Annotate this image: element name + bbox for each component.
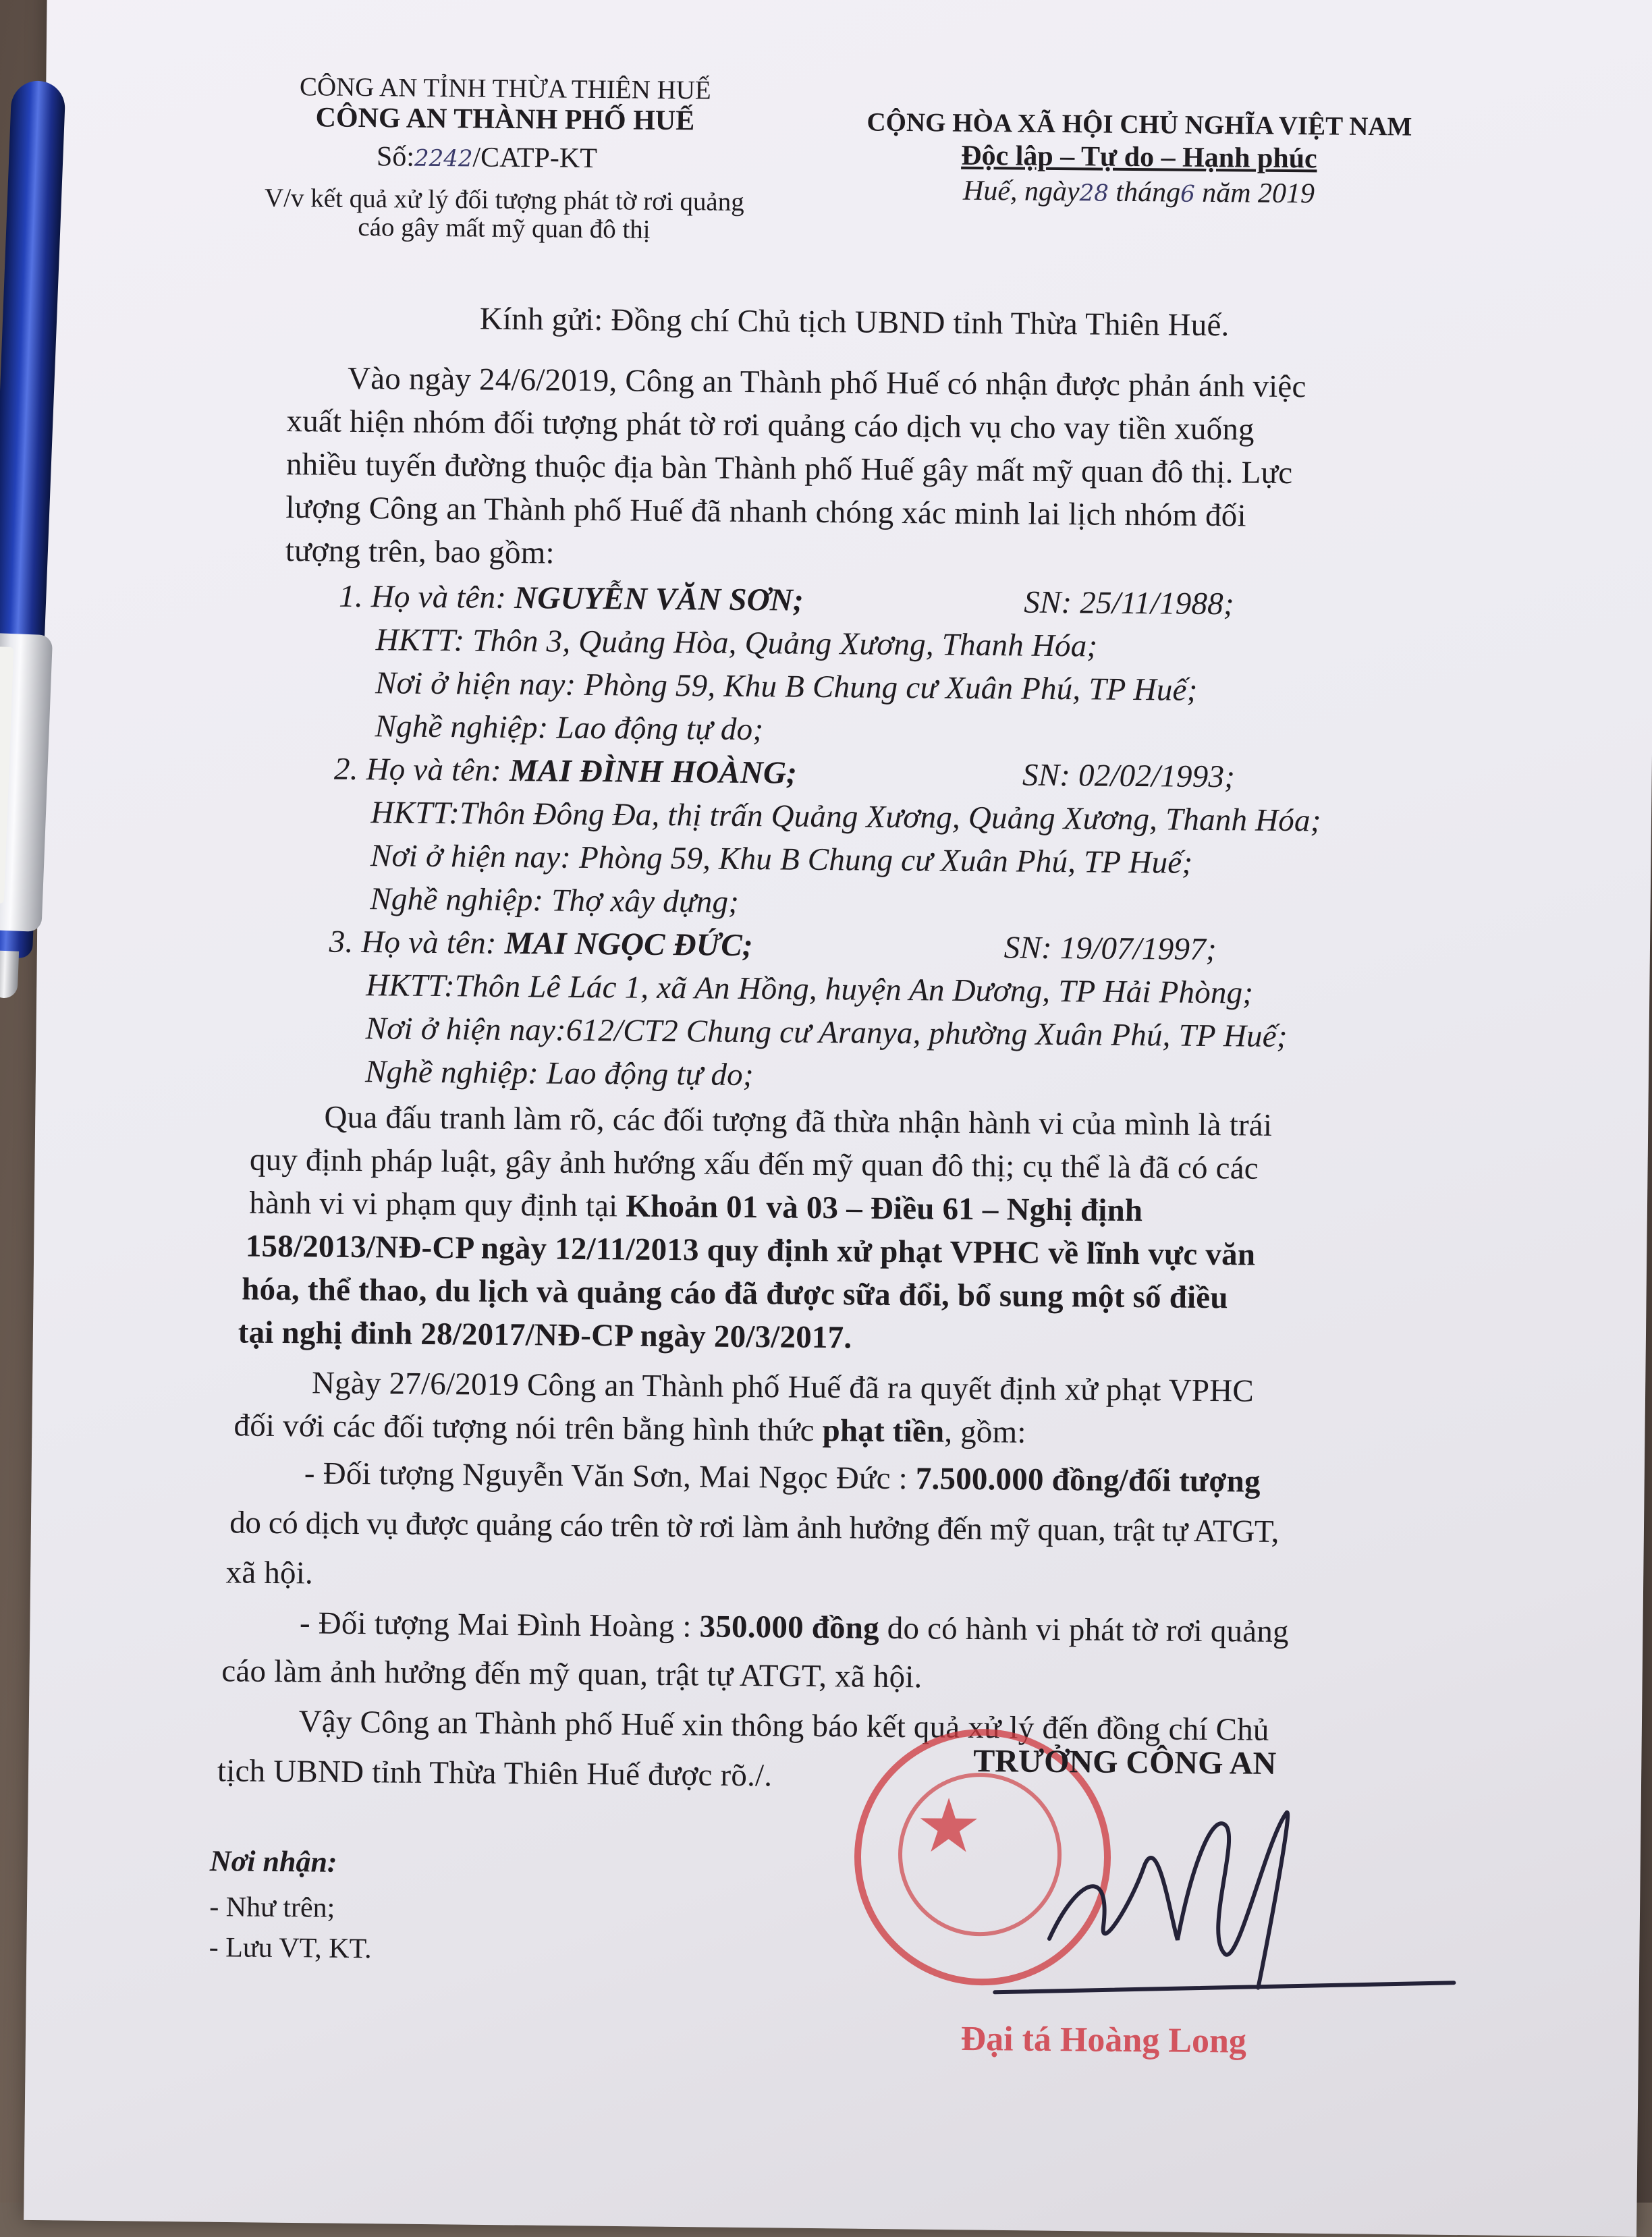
pen-tip <box>0 950 19 998</box>
fine-1-subjects: - Đối tượng Nguyễn Văn Sơn, Mai Ngọc Đức : <box>304 1456 916 1497</box>
person-3-hktt: HKTT:Thôn Lê Lác 1, xã An Hồng, huyện An Dương, TP Hải Phòng; <box>366 968 1254 1011</box>
signature-title: TRƯỞNG CÔNG AN <box>973 1743 1277 1782</box>
violation-line-6: tại nghị đinh 28/2017/NĐ-CP ngày 20/3/2017. <box>238 1315 852 1356</box>
violation-line-5: hóa, thể thao, du lịch và quảng cáo đã được sữa đổi, bổ sung một số điều <box>242 1271 1228 1316</box>
date-year: năm 2019 <box>1201 177 1315 210</box>
person-1-name-label: Họ và tên: <box>370 579 507 615</box>
intro-line-1: Vào ngày 24/6/2019, Công an Thành phố Huế có nhận được phản ánh việc <box>347 360 1306 405</box>
person-1-hktt: HKTT: Thôn 3, Quảng Hòa, Quảng Xương, Thanh Hóa; <box>375 622 1098 664</box>
fine-1-line-2: do có dịch vụ được quảng cáo trên tờ rơi làm ảnh hưởng đến mỹ quan, trật tự ATGT, <box>229 1505 1279 1549</box>
violation-line-2: quy định pháp luật, gây ảnh hướng xấu đến mỹ quan đô thị; cụ thể là đã có các <box>249 1142 1259 1186</box>
date-prefix: Huế, ngày <box>962 175 1080 208</box>
person-2-job: Nghề nghiệp: Thợ xây dựng; <box>370 881 740 920</box>
person-3-residence: Nơi ở hiện nay:612/CT2 Chung cư Aranya, phường Xuân Phú, TP Huế; <box>365 1011 1288 1055</box>
date-month: 6 <box>1180 180 1195 208</box>
signature-stroke <box>995 1810 1455 1996</box>
violation-line-4: 158/2013/NĐ-CP ngày 12/11/2013 quy định xử phạt VPHC về lĩnh vực văn <box>245 1228 1256 1273</box>
person-2-name-label: Họ và tên: <box>366 752 502 788</box>
person-3-name-label: Họ và tên: <box>361 924 497 961</box>
violation-line-3 <box>249 1182 1142 1233</box>
decision-line-1: Ngày 27/6/2019 Công an Thành phố Huế đã ra quyết định xử phạt VPHC <box>311 1365 1255 1409</box>
person-2-dob: SN: 02/02/1993; <box>1022 757 1236 795</box>
decision-line-2-text: đối với các đối tượng nói trên bằng hình thức <box>233 1408 823 1449</box>
person-1-name: NGUYỄN VĂN SƠN; <box>514 580 804 618</box>
fine-2-line-2: cáo làm ảnh hưởng đến mỹ quan, trật tự ATGT, xã hội. <box>221 1653 923 1695</box>
intro-line-5: tượng trên, bao gồm: <box>285 533 555 571</box>
person-1-num: 1. <box>339 578 364 615</box>
date-day: 28 <box>1079 179 1109 207</box>
org-name: CÔNG AN THÀNH PHỐ HUẾ <box>315 102 695 137</box>
intro-line-3: nhiều tuyến đường thuộc địa bàn Thành phố Huế gây mất mỹ quan đô thị. Lực <box>285 447 1293 491</box>
intro-line-4: lượng Công an Thành phố Huế đã nhanh chóng xác minh lai lịch nhóm đối <box>285 490 1247 534</box>
decision-line-2 <box>233 1404 1026 1454</box>
closing-line-2: tịch UBND tỉnh Thừa Thiên Huế được rõ./. <box>217 1753 773 1794</box>
person-3-num: 3. <box>329 924 354 960</box>
recipients-item-2: - Lưu VT, KT. <box>209 1932 372 1965</box>
fine-2-amount: 350.000 đồng <box>699 1609 880 1646</box>
person-2-hktt: HKTT:Thôn Đông Đa, thị trấn Quảng Xương, Quảng Xương, Thanh Hóa; <box>370 795 1321 839</box>
person-3-name: MAI NGỌC ĐỨC; <box>504 925 754 964</box>
person-3-job: Nghề nghiệp: Lao động tự do; <box>364 1054 754 1093</box>
recipients-item-1: - Như trên; <box>209 1891 335 1924</box>
doc-number <box>377 140 597 175</box>
fine-2-subject: - Đối tượng Mai Đình Hoàng : <box>299 1605 700 1645</box>
person-3-dob: SN: 19/07/1997; <box>1003 930 1217 968</box>
decision-penalty: phạt tiền <box>822 1413 945 1449</box>
doc-number-handwritten: 2242 <box>414 144 473 173</box>
doc-number-suffix: /CATP-KT <box>472 142 598 175</box>
doc-number-prefix: Số: <box>376 141 415 173</box>
fine-2-rest: do có hành vi phát tờ rơi quảng <box>879 1610 1289 1650</box>
violation-line-1: Qua đấu tranh làm rõ, các đối tượng đã thừa nhận hành vi của mình là trái <box>324 1099 1273 1143</box>
seal-star-icon: ★ <box>914 1785 983 1869</box>
recipient-line: Kính gửi: Đồng chí Chủ tịch UBND tỉnh Thừa Thiên Huế. <box>479 301 1230 343</box>
person-1-dob: SN: 25/11/1988; <box>1023 584 1234 622</box>
fine-1-line-3: xã hội. <box>225 1555 314 1591</box>
fine-1-line-1 <box>304 1452 1261 1503</box>
recipients-title: Nơi nhận: <box>209 1844 337 1879</box>
violation-line-3-text: hành vi vi phạm quy định tại <box>249 1185 626 1224</box>
person-2-name: MAI ĐÌNH HOÀNG; <box>509 752 798 791</box>
intro-line-2: xuất hiện nhóm đối tượng phát tờ rơi quảng cáo dịch vụ cho vay tiền xuống <box>286 404 1255 447</box>
subject-line-1: V/v kết quả xử lý đối tượng phát tờ rơi quảng <box>264 183 744 217</box>
date-month-word: tháng <box>1116 176 1181 209</box>
person-1-residence: Nơi ở hiện nay: Phòng 59, Khu B Chung cư Xuân Phú, TP Huế; <box>375 665 1198 708</box>
violation-legal-ref: Khoản 01 và 03 – Điều 61 – Nghị định <box>626 1188 1143 1229</box>
decision-line-2-end: , gồm: <box>944 1414 1026 1450</box>
person-3-name-line <box>329 920 754 967</box>
issue-date <box>815 174 1462 211</box>
person-1-job: Nghề nghiệp: Lao động tự do; <box>375 709 764 748</box>
signer-name: Đại tá Hoàng Long <box>960 2019 1247 2061</box>
nation-title: CỘNG HÒA XÃ HỘI CHỦ NGHĨA VIỆT NAM <box>866 107 1412 142</box>
nation-motto: Độc lập – Tự do – Hạnh phúc <box>961 140 1317 175</box>
closing-line-1: Vậy Công an Thành phố Huế xin thông báo kết quả xử lý đến đồng chí Chủ <box>298 1704 1269 1748</box>
subject-line-2: cáo gây mất mỹ quan đô thị <box>358 212 651 244</box>
fine-1-amount: 7.500.000 đồng/đối tượng <box>915 1461 1261 1499</box>
person-2-name-line <box>334 748 798 795</box>
person-2-residence: Nơi ở hiện nay: Phòng 59, Khu B Chung cư Xuân Phú, TP Huế; <box>370 838 1193 881</box>
person-2-num: 2. <box>333 751 358 787</box>
handwritten-signature <box>792 1782 1469 2010</box>
person-1-name-line <box>339 575 804 622</box>
org-parent: CÔNG AN TỈNH THỪA THIÊN HUẾ <box>299 72 711 105</box>
fine-2-line-1 <box>300 1601 1289 1653</box>
